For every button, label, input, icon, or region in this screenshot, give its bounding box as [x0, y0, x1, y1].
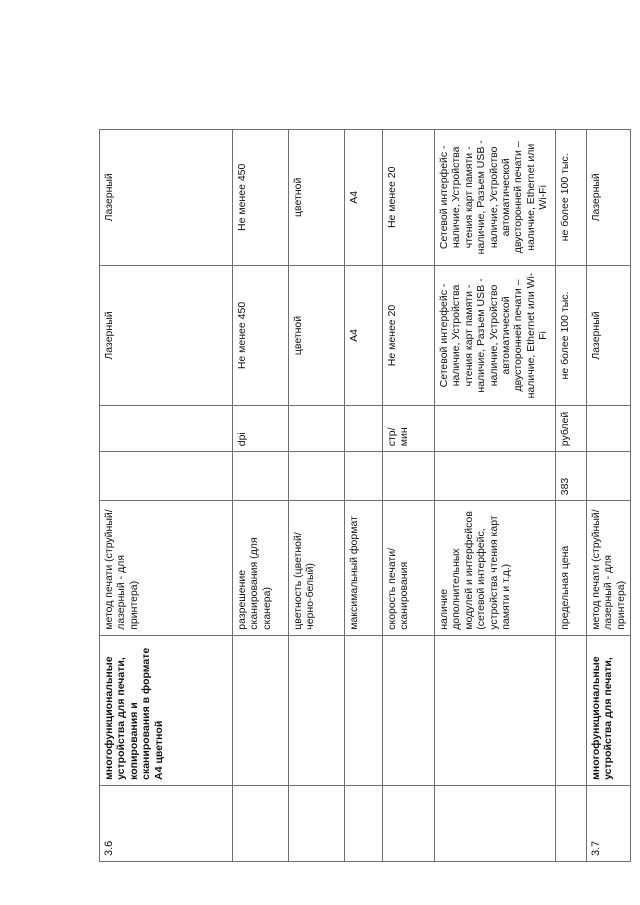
parameter-name: метод печати (струйный/лазерный - для принтера) [100, 501, 233, 636]
rotated-document-page [99, 129, 627, 862]
code-cell [289, 452, 345, 501]
parameter-name: наличие дополнительных модулей и интерфейсов (сетевой интерфейс, устройства чтения карт памяти и т.д.) [435, 501, 556, 636]
value-cell-1: не более 100 тыс. [556, 265, 587, 406]
unit-cell: стр/мин [383, 406, 435, 452]
item-number [556, 785, 587, 861]
table-row [345, 130, 383, 862]
parameter-name: цветность (цветной/черно-белый) [289, 501, 345, 636]
value-cell-1: А4 [345, 265, 383, 406]
item-number [233, 785, 289, 861]
parameter-name: максимальный формат [345, 501, 383, 636]
code-cell [383, 452, 435, 501]
unit-cell [100, 406, 233, 452]
value-cell-1: Лазерный [100, 265, 233, 406]
unit-cell [345, 406, 383, 452]
item-number: 3.7 [587, 785, 631, 861]
unit-cell [587, 406, 631, 452]
table-row [556, 130, 587, 862]
table-row [435, 130, 556, 862]
unit-cell: dpi [233, 406, 289, 452]
item-name: многофункциональные устройства для печати, копирования и сканирования в формате А4 цветной [100, 635, 233, 785]
value-cell-2: Не менее 450 [233, 130, 289, 266]
item-name [233, 635, 289, 785]
value-cell-2: цветной [289, 130, 345, 266]
table-row [233, 130, 289, 862]
specification-table [99, 129, 631, 862]
code-cell [233, 452, 289, 501]
item-name: многофункциональные устройства для печати, [587, 635, 631, 785]
unit-cell [435, 406, 556, 452]
value-cell-1: Не менее 20 [383, 265, 435, 406]
item-number [435, 785, 556, 861]
table-row [383, 130, 435, 862]
parameter-name: скорость печати/сканирования [383, 501, 435, 636]
value-cell-2: не более 100 тыс. [556, 130, 587, 266]
value-cell-2: Лазерный [100, 130, 233, 266]
item-name [345, 635, 383, 785]
table-row [100, 130, 233, 862]
item-number [383, 785, 435, 861]
value-cell-1: Сетевой интерфейс - наличие, Устройства чтения карт памяти - наличие, Разъем USB - наличие, Устройство автоматической двусторонней печати – наличие, Ethernet или Wi-Fi [435, 265, 556, 406]
value-cell-1: цветной [289, 265, 345, 406]
unit-cell: рублей [556, 406, 587, 452]
parameter-name: разрешение сканирования (для сканера) [233, 501, 289, 636]
item-name [556, 635, 587, 785]
item-number: 3.6 [100, 785, 233, 861]
value-cell-2: А4 [345, 130, 383, 266]
unit-cell [289, 406, 345, 452]
code-cell [100, 452, 233, 501]
code-cell [345, 452, 383, 501]
table-row [289, 130, 345, 862]
value-cell-2: Не менее 20 [383, 130, 435, 266]
code-cell: 383 [556, 452, 587, 501]
parameter-name: предельная цена [556, 501, 587, 636]
code-cell [435, 452, 556, 501]
item-name [435, 635, 556, 785]
item-name [383, 635, 435, 785]
parameter-name: метод печати (струйный/лазерный - для принтера) [587, 501, 631, 636]
table-row [587, 130, 631, 862]
item-number [345, 785, 383, 861]
value-cell-1: Лазерный [587, 265, 631, 406]
value-cell-2: Сетевой интерфейс - наличие, Устройства чтения карт памяти - наличие, Разъем USB - наличие, Устройство автоматической двусторонней печати – наличие, Ethernet или Wi-Fi [435, 130, 556, 266]
code-cell [587, 452, 631, 501]
item-number [289, 785, 345, 861]
value-cell-2: Лазерный [587, 130, 631, 266]
item-name [289, 635, 345, 785]
value-cell-1: Не менее 450 [233, 265, 289, 406]
